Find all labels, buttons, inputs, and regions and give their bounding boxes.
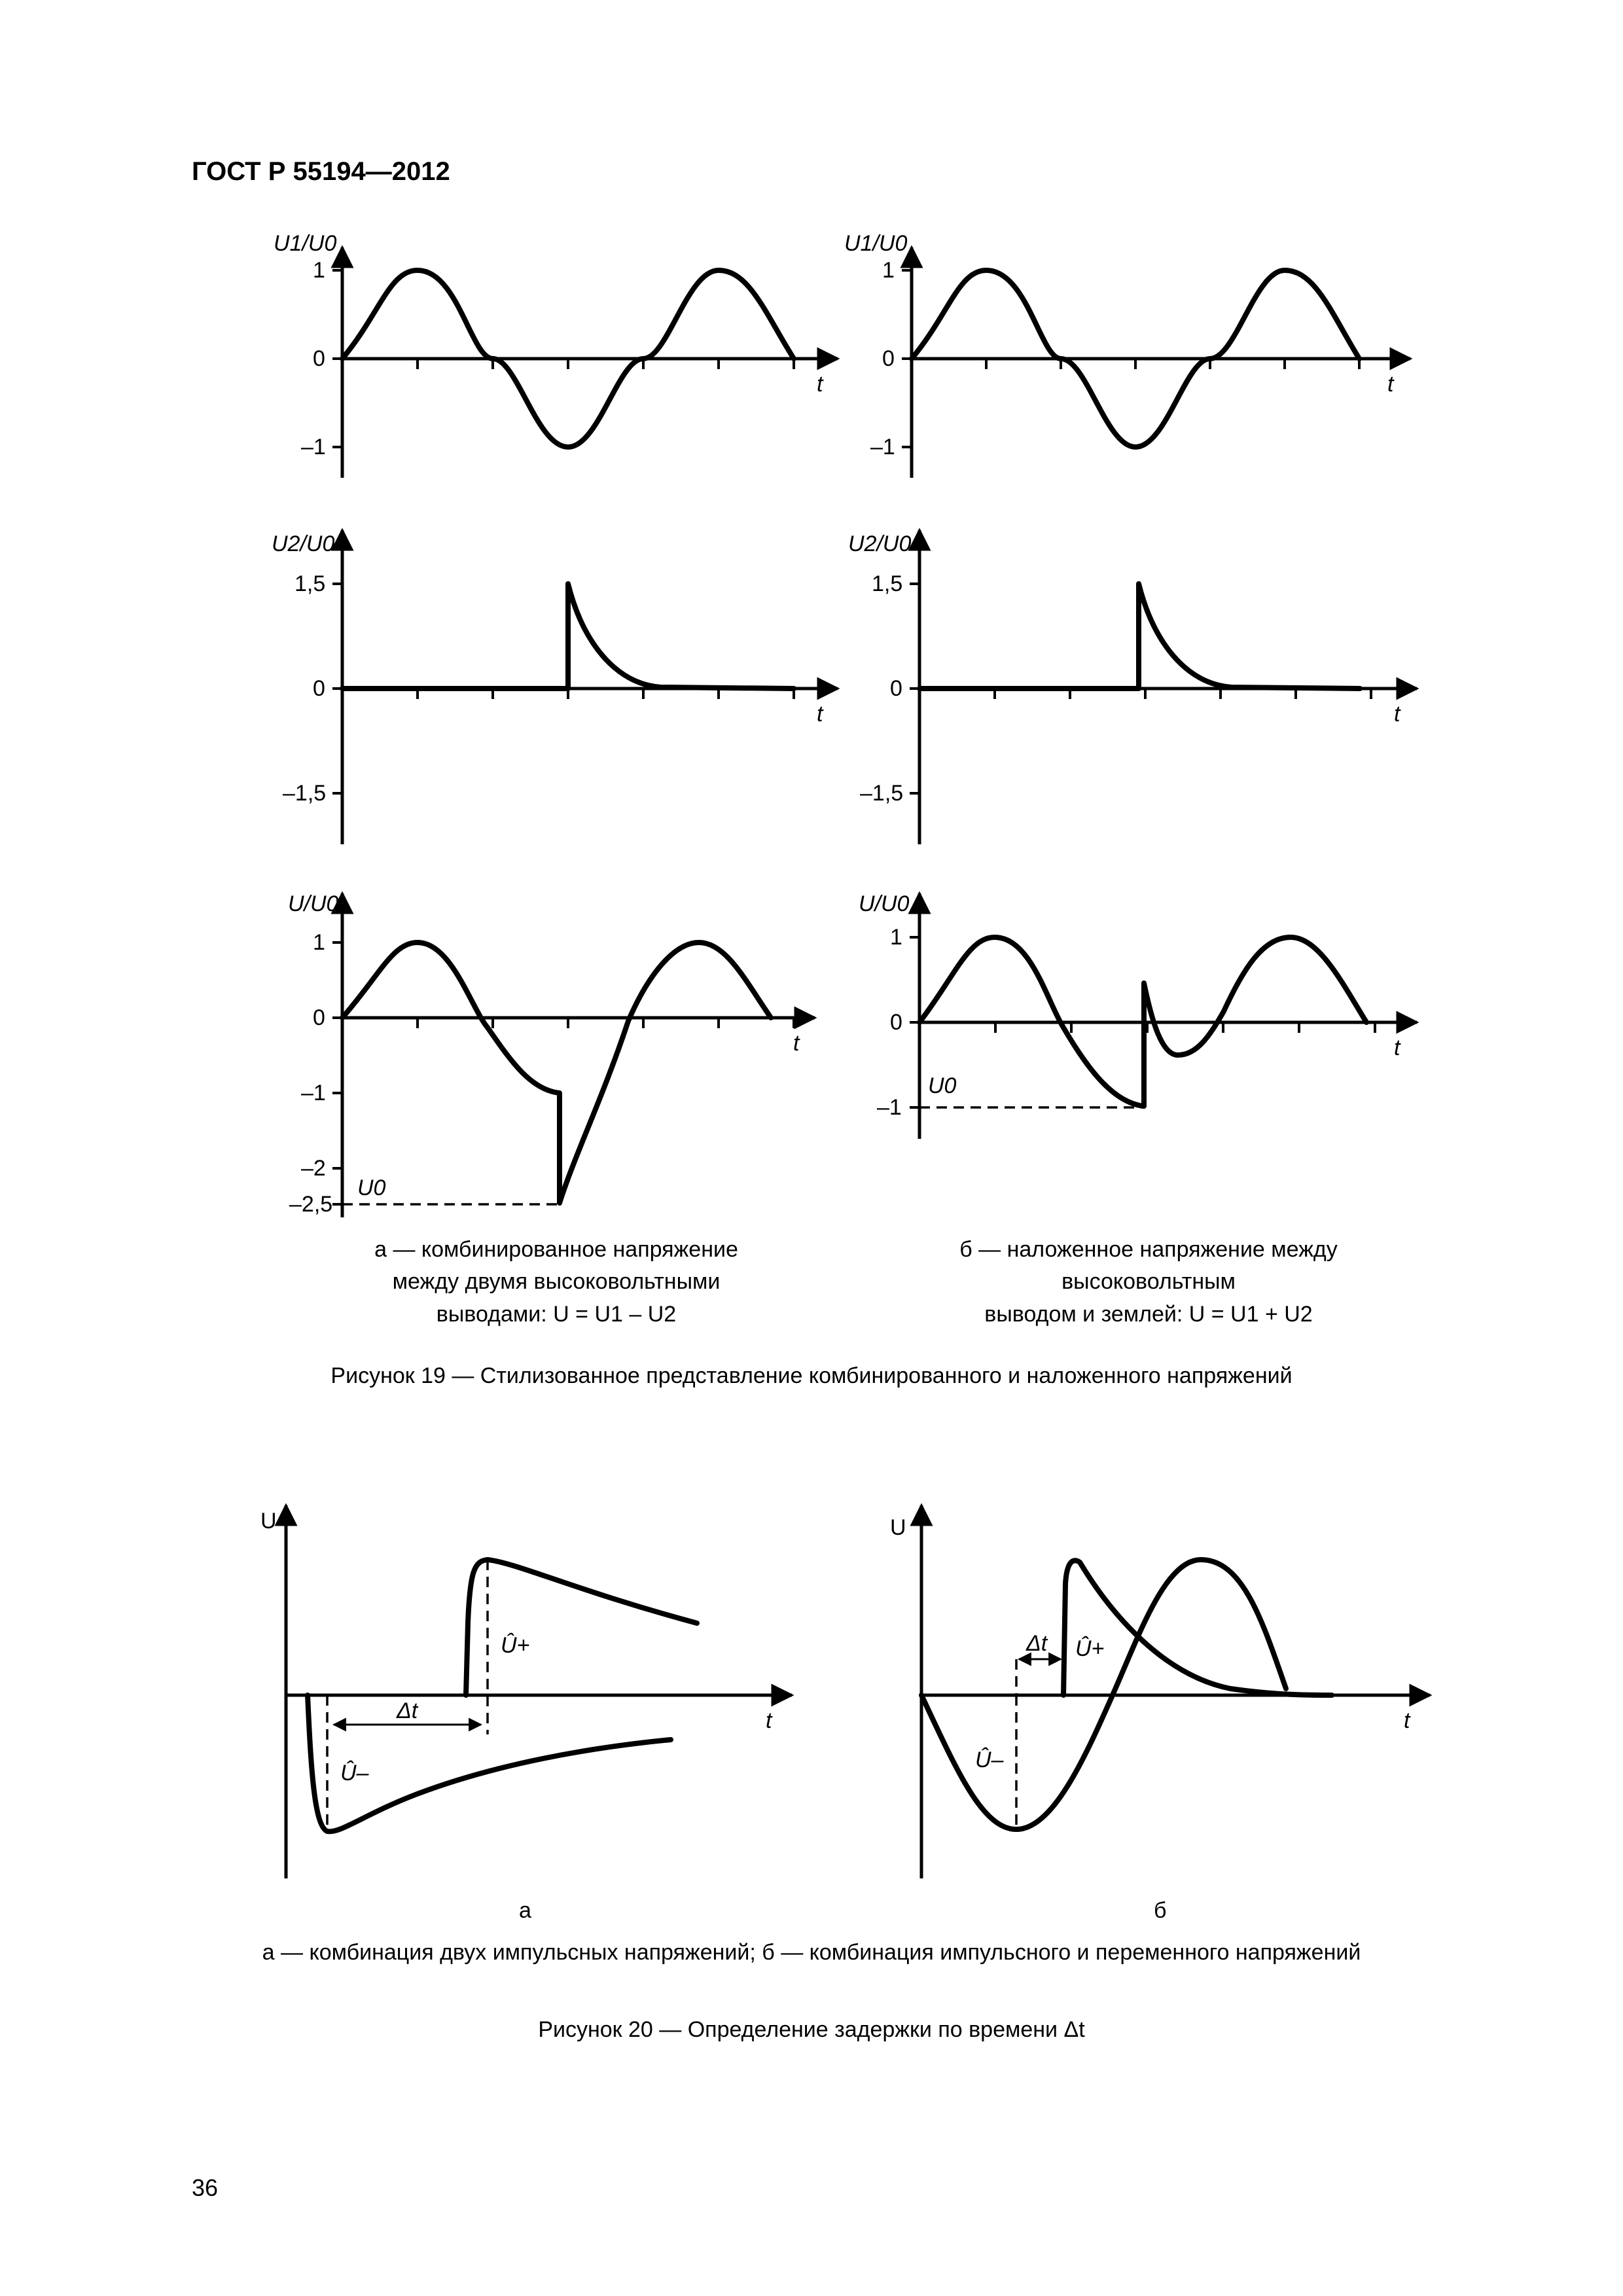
- fig20-b-xlabel: t: [1404, 1708, 1410, 1733]
- fig19-a-plot3: [288, 891, 815, 1217]
- tick-label: –1: [870, 435, 895, 459]
- fig20-a-positive-impulse: [466, 1560, 697, 1695]
- document-header: ГОСТ Р 55194—2012: [192, 157, 450, 186]
- fig19-a-plot3-ylabel: U/U0: [288, 891, 339, 916]
- fig19-a-plot1-ylabel: U1/U0: [274, 231, 337, 256]
- x-axis-label: t: [1394, 1035, 1400, 1060]
- x-axis-label: t: [817, 372, 823, 397]
- fig20-b-delta-label: Δt: [1026, 1631, 1048, 1656]
- tick-label: 0: [313, 676, 325, 701]
- u0-annotation: U0: [357, 1175, 386, 1200]
- x-axis-label: t: [1387, 372, 1394, 397]
- fig19-a-plot1: [274, 231, 838, 478]
- fig19-b-u2-curve: [919, 584, 1360, 689]
- caption-line: выводами: U = U1 – U2: [436, 1301, 677, 1327]
- tick-label: 0: [313, 1005, 325, 1030]
- caption-line: б — наложенное напряжение между: [959, 1237, 1338, 1262]
- tick-label: –1: [877, 1095, 902, 1120]
- tick-label: 1: [882, 258, 895, 283]
- tick-label: 0: [313, 346, 325, 371]
- fig20-b-panel-label: б: [1154, 1898, 1167, 1923]
- tick-label: –2,5: [289, 1192, 333, 1217]
- figure20-legend: а — комбинация двух импульсных напряжений; б — комбинация импульсного и переменного напряжений: [262, 1940, 1361, 1965]
- x-axis-label: t: [793, 1031, 800, 1056]
- fig20-a-ylabel: U: [260, 1509, 277, 1534]
- fig20-a-uminus-label: Û–: [340, 1761, 369, 1785]
- fig19-b-plot1-ylabel: U1/U0: [844, 231, 908, 256]
- fig20-a-delta-label: Δt: [397, 1698, 418, 1723]
- fig19-b-plot2: [848, 530, 1417, 844]
- tick-label: 1: [890, 925, 902, 950]
- fig19-a-caption: [308, 1234, 805, 1331]
- fig20-a-panel-label: а: [519, 1898, 531, 1923]
- tick-label: 1,5: [294, 571, 326, 596]
- caption-line: между двумя высоковольтными: [392, 1269, 721, 1295]
- fig19-a-plot2-ylabel: U2/U0: [272, 531, 335, 556]
- tick-label: 0: [882, 346, 895, 371]
- caption-line: выводом и землей: U = U1 + U2: [984, 1301, 1313, 1327]
- fig19-a-u2-curve: [342, 584, 794, 689]
- fig19-a-plot2: [272, 530, 838, 844]
- fig20-b-plot: [890, 1505, 1430, 1923]
- tick-label: 1,5: [872, 571, 903, 596]
- figure20-title: Рисунок 20 — Определение задержки по времени Δt: [538, 2017, 1085, 2042]
- tick-label: –2: [301, 1156, 326, 1181]
- tick-label: 1: [313, 258, 325, 283]
- fig20-a-xlabel: t: [766, 1708, 772, 1733]
- caption-line: высоковольтным: [1061, 1269, 1236, 1295]
- x-axis-label: t: [1394, 702, 1400, 726]
- tick-label: 1: [313, 930, 325, 955]
- tick-label: 0: [890, 676, 902, 701]
- fig19-b-plot3-ylabel: U/U0: [859, 891, 910, 916]
- tick-label: –1,5: [860, 781, 904, 806]
- fig20-a-uplus-label: Û+: [501, 1633, 530, 1658]
- fig19-b-caption: [880, 1234, 1417, 1331]
- fig20-b-uminus-label: Û–: [975, 1748, 1004, 1772]
- fig19-a-u-curve: [342, 942, 771, 1203]
- tick-label: –1: [301, 1081, 326, 1105]
- u0-annotation: U0: [928, 1073, 957, 1098]
- tick-label: –1: [301, 435, 326, 459]
- fig19-b-plot2-ylabel: U2/U0: [848, 531, 912, 556]
- fig19-b-plot1: [844, 231, 1410, 478]
- fig20-b-impulse: [1063, 1560, 1332, 1695]
- fig20-a-plot: [260, 1505, 792, 1923]
- tick-label: –1,5: [283, 781, 327, 806]
- caption-line: а — комбинированное напряжение: [374, 1237, 738, 1262]
- tick-label: 0: [890, 1010, 902, 1035]
- fig20-b-uplus-label: Û+: [1075, 1636, 1105, 1661]
- fig19-b-plot3: [859, 891, 1417, 1139]
- figure19-title: Рисунок 19 — Стилизованное представление комбинированного и наложенного напряжений: [330, 1363, 1293, 1388]
- page-number: 36: [192, 2174, 219, 2201]
- fig20-b-ylabel: U: [890, 1515, 906, 1540]
- x-axis-label: t: [817, 702, 823, 726]
